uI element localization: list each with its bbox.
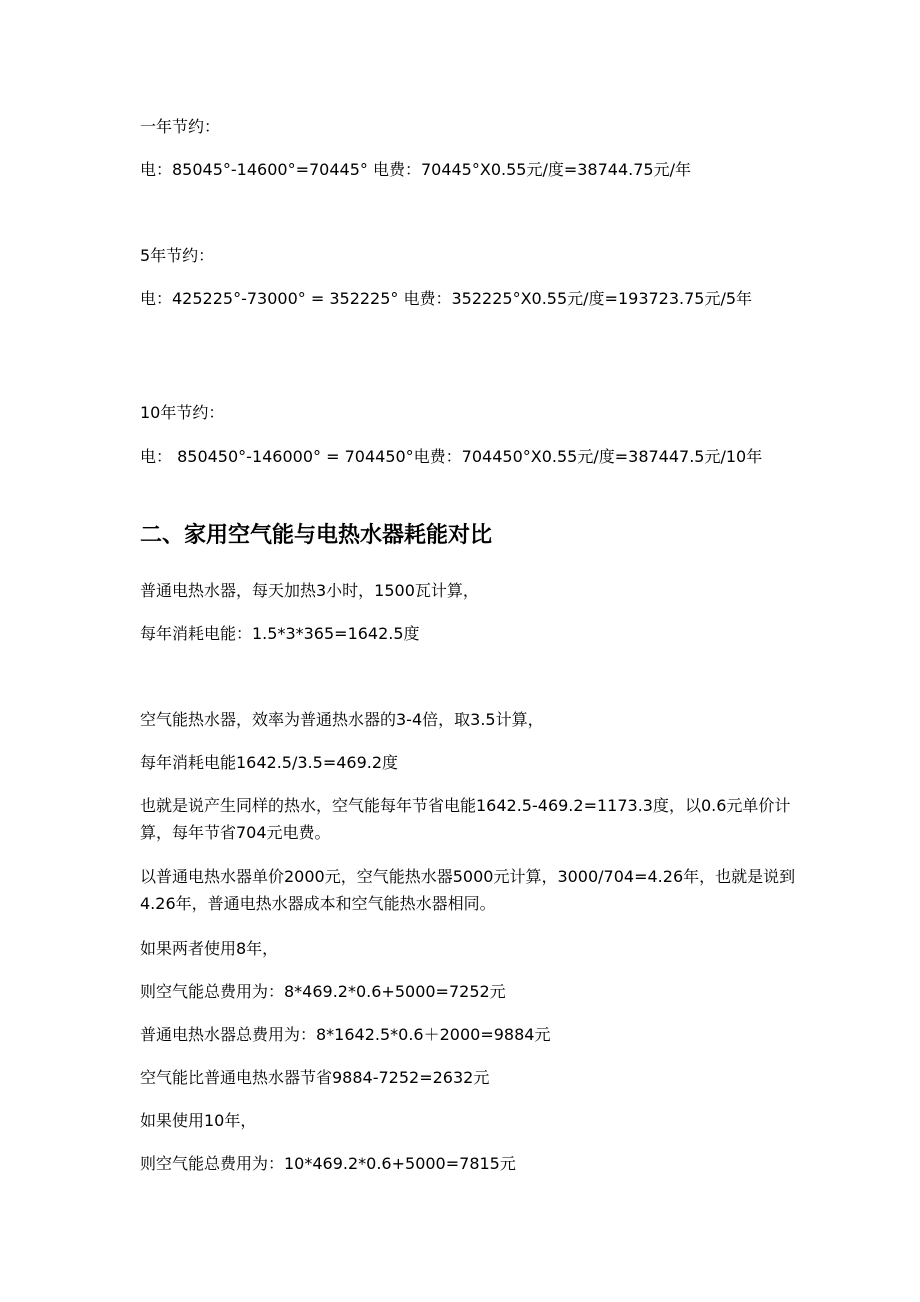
five-year-savings-calc: 电：425225°-73000° = 352225° 电费：352225°X0.55元/度=193723.75元/5年 (140, 289, 753, 308)
paragraph-electric-total-8: 普通电热水器总费用为：8*1642.5*0.6＋2000=9884元 (140, 1025, 551, 1044)
paragraph-electric-heater: 普通电热水器，每天加热3小时，1500瓦计算， (140, 581, 479, 600)
paragraph-electric-annual: 每年消耗电能：1.5*3*365=1642.5度 (140, 624, 420, 643)
paragraph-air-total-8: 则空气能总费用为：8*469.2*0.6+5000=7252元 (140, 982, 506, 1001)
paragraph-payback: 以普通电热水器单价2000元，空气能热水器5000元计算，3000/704=4.26年，也就是说到4.26年，普通电热水器成本和空气能热水器相同。 (140, 867, 796, 913)
ten-year-savings-calc: 电： 850450°-146000° = 704450°电费：704450°X0.55元/度=387447.5元/10年 (140, 447, 763, 466)
paragraph-air-heater: 空气能热水器，效率为普通热水器的3-4倍，取3.5计算， (140, 710, 544, 729)
paragraph-air-total-10: 则空气能总费用为：10*469.2*0.6+5000=7815元 (140, 1154, 516, 1173)
one-year-savings-calc: 电：85045°-14600°=70445° 电费：70445°X0.55元/度=38744.75元/年 (140, 160, 691, 179)
ten-year-savings-title: 10年节约： (140, 403, 225, 422)
paragraph-savings-8: 空气能比普通电热水器节省9884-7252=2632元 (140, 1068, 490, 1087)
paragraph-eight-years: 如果两者使用8年， (140, 939, 279, 958)
paragraph-ten-years: 如果使用10年， (140, 1111, 257, 1130)
paragraph-energy-savings: 也就是说产生同样的热水，空气能每年节省电能1642.5-469.2=1173.3度，以0.6元单价计算，每年节省704元电费。 (140, 796, 791, 842)
five-year-savings-title: 5年节约： (140, 246, 215, 265)
paragraph-air-annual: 每年消耗电能1642.5/3.5=469.2度 (140, 753, 399, 772)
section-heading: 二、家用空气能与电热水器耗能对比 (140, 523, 493, 548)
one-year-savings-title: 一年节约： (140, 117, 221, 136)
